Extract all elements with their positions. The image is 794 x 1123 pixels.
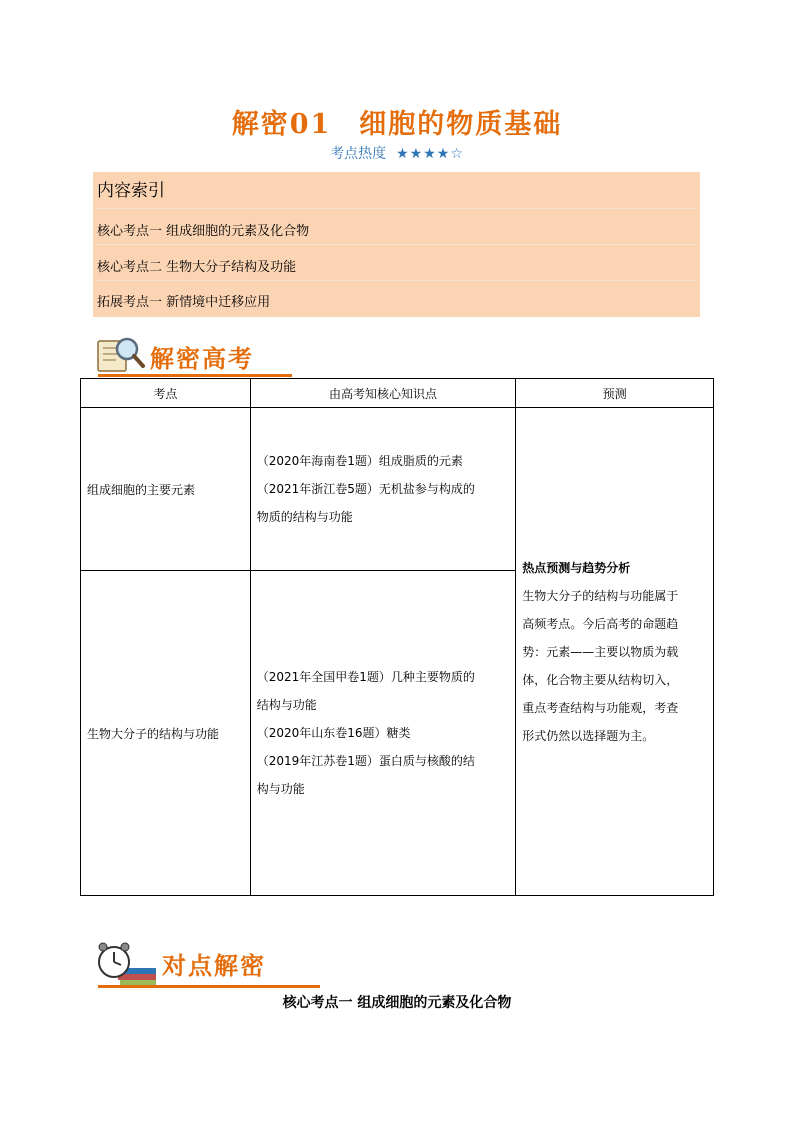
- knowledge-point: 构与功能: [256, 782, 305, 796]
- knowledge-point: （2020年海南卷1题）组成脂质的元素: [256, 454, 463, 468]
- divider: [97, 280, 696, 281]
- prediction-line: 高频考点。今后高考的命题趋: [522, 616, 679, 631]
- knowledge-point: （2021年浙江卷5题）无机盐参与构成的: [256, 482, 475, 496]
- section-banner-exam: [94, 333, 294, 377]
- banner-underline: [98, 374, 292, 377]
- prediction-line: 势：元素——主要以物质为载: [522, 644, 679, 659]
- banner-underline: [98, 985, 320, 988]
- prediction-heading: 热点预测与趋势分析: [522, 560, 631, 575]
- points-cell: [250, 571, 516, 896]
- table-row: [81, 408, 714, 571]
- column-header: 考点: [81, 379, 251, 408]
- prediction-line: 体，化合物主要从结构切入，: [522, 672, 679, 687]
- star-rating: ★★★★☆: [396, 146, 464, 162]
- magnifier-notebook-icon: [94, 333, 146, 377]
- column-header: 由高考知核心知识点: [250, 379, 516, 408]
- table-header-row: [81, 379, 714, 408]
- prediction-line: 生物大分子的结构与功能属于: [522, 588, 679, 603]
- index-item: 拓展考点一 新情境中迁移应用: [97, 295, 271, 310]
- section-banner-point: [94, 938, 324, 988]
- heat-label: 考点热度: [330, 146, 387, 162]
- title-prefix: 解密01: [231, 109, 332, 140]
- knowledge-point: （2020年山东卷16题）糖类: [256, 726, 411, 740]
- section-label: 对点解密: [162, 952, 266, 980]
- prediction-cell: [516, 408, 714, 896]
- section-subtitle: 核心考点一 组成细胞的元素及化合物: [282, 995, 512, 1011]
- knowledge-point: （2019年江苏卷1题）蛋白质与核酸的结: [256, 754, 475, 768]
- page-title: [0, 102, 794, 141]
- prediction-line: 重点考查结构与功能观，考查: [522, 700, 679, 715]
- exam-analysis-table: [80, 378, 714, 896]
- section-label: 解密高考: [150, 345, 254, 373]
- index-heading: 内容索引: [97, 181, 165, 201]
- prediction-line: 形式仍然以选择题为主。: [522, 728, 655, 743]
- knowledge-point: 结构与功能: [256, 698, 317, 712]
- index-item: 核心考点二 生物大分子结构及功能: [97, 260, 297, 275]
- heat-rating: [0, 143, 794, 163]
- title-main: 细胞的物质基础: [359, 109, 563, 140]
- column-header: 预测: [516, 379, 714, 408]
- points-cell: [250, 408, 516, 571]
- alarm-clock-books-icon: [94, 938, 158, 988]
- divider: [97, 208, 696, 209]
- knowledge-point: 物质的结构与功能: [256, 510, 353, 524]
- content-index: [93, 172, 700, 317]
- topic-cell: 组成细胞的主要元素: [81, 408, 251, 571]
- divider: [97, 244, 696, 245]
- knowledge-point: （2021年全国甲卷1题）几种主要物质的: [256, 670, 475, 684]
- topic-cell: 生物大分子的结构与功能: [81, 571, 251, 896]
- index-item: 核心考点一 组成细胞的元素及化合物: [97, 224, 310, 239]
